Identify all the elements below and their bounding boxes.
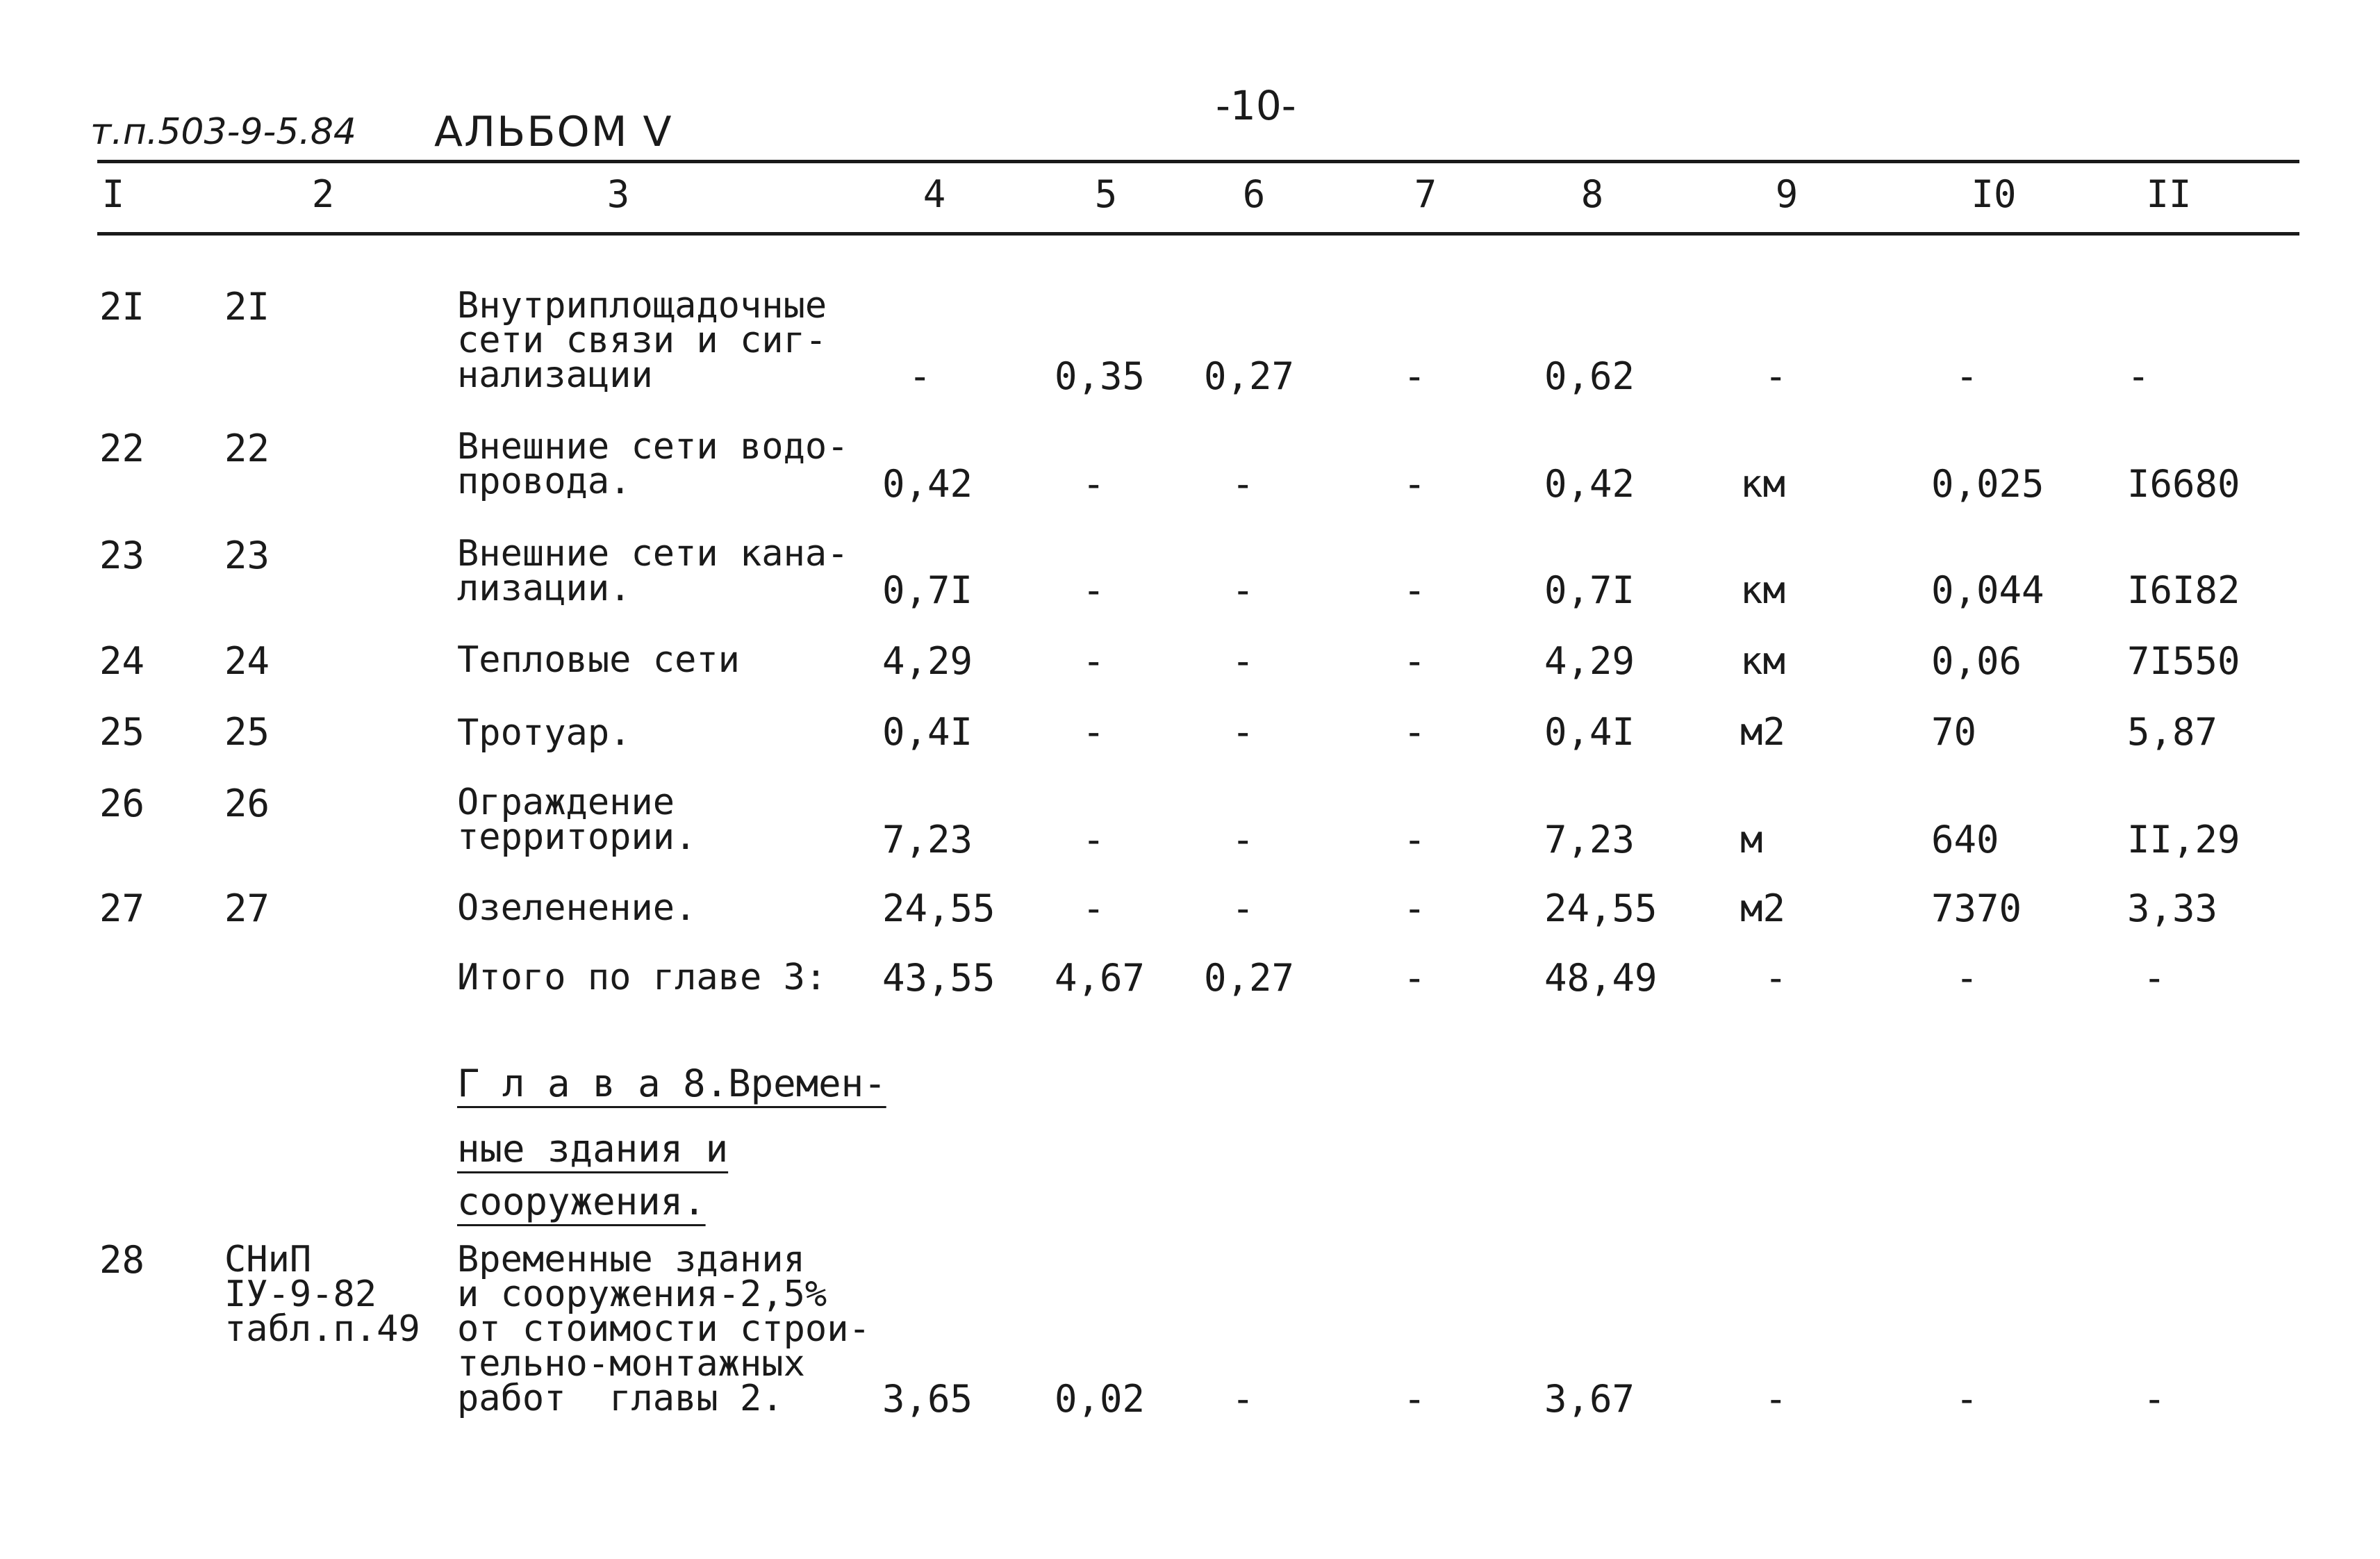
col-header-7: 7: [1414, 172, 1437, 216]
cell-col11: 3,33: [2127, 886, 2218, 930]
col-header-10: I0: [1971, 172, 2017, 216]
cell-col6: -: [1232, 462, 1255, 506]
row-ref: 2I: [224, 285, 270, 329]
cell-col7: -: [1403, 886, 1426, 930]
doc-number: т.п.503-9-5.84: [90, 111, 356, 153]
cell-col5: -: [1082, 886, 1105, 930]
total-col6: 0,27: [1204, 956, 1295, 1000]
cell-col6: -: [1232, 710, 1255, 754]
cell-col11: -: [2143, 1377, 2166, 1421]
col-header-4: 4: [923, 172, 946, 216]
cell-col10: 640: [1931, 818, 1999, 861]
cell-col5: 0,02: [1055, 1377, 1146, 1421]
cell-col5: -: [1082, 568, 1105, 612]
cell-col8: 0,62: [1544, 354, 1635, 398]
row-ref: 27: [224, 886, 270, 930]
cell-col6: -: [1232, 886, 1255, 930]
row-number: 28: [99, 1238, 145, 1282]
cell-col11: -: [2127, 354, 2150, 398]
row-number: 2I: [99, 285, 145, 329]
cell-col5: -: [1082, 639, 1105, 683]
row-number: 24: [99, 639, 145, 683]
cell-col7: -: [1403, 462, 1426, 506]
total-col9: -: [1765, 956, 1787, 1000]
cell-col8: 0,4I: [1544, 710, 1635, 754]
cell-col4: 24,55: [882, 886, 995, 930]
cell-col7: -: [1403, 354, 1426, 398]
cell-col11: 5,87: [2127, 710, 2218, 754]
row-description: Внутриплощадочные сети связи и сиг- нализации: [457, 285, 827, 396]
page-number: -10-: [1216, 82, 1296, 129]
col-header-5: 5: [1094, 172, 1118, 216]
cell-col5: -: [1082, 818, 1105, 861]
cell-col8: 7,23: [1544, 818, 1635, 861]
cell-col9: км: [1740, 568, 1786, 612]
total-col10: -: [1956, 956, 1978, 1000]
cell-col8: 0,42: [1544, 462, 1635, 506]
cell-col10: 0,044: [1931, 568, 2044, 612]
top-rule: [97, 160, 2299, 163]
row-description: Озеленение.: [457, 887, 697, 929]
cell-col11: I6I82: [2127, 568, 2240, 612]
row-number: 22: [99, 427, 145, 470]
total-col8: 48,49: [1544, 956, 1658, 1000]
cell-col4: 0,7I: [882, 568, 973, 612]
row-ref: 22: [224, 427, 270, 470]
cell-col4: 0,42: [882, 462, 973, 506]
total-col11: -: [2143, 956, 2166, 1000]
col-header-3: 3: [606, 172, 630, 216]
total-col7: -: [1403, 956, 1426, 1000]
row-description: Ограждение территории.: [457, 782, 697, 858]
row-number: 25: [99, 710, 145, 754]
col-header-2: 2: [311, 172, 335, 216]
cell-col6: -: [1232, 639, 1255, 683]
cell-col4: 0,4I: [882, 710, 973, 754]
row-description: Внешние сети кана- лизации.: [457, 533, 849, 609]
total-col4: 43,55: [882, 956, 995, 1000]
cell-col9: км: [1740, 462, 1786, 506]
row-number: 23: [99, 534, 145, 577]
row-ref: 25: [224, 710, 270, 754]
row-number: 27: [99, 886, 145, 930]
cell-col9: м: [1740, 818, 1763, 861]
album-title: АЛЬБОМ V: [434, 108, 673, 156]
cell-col10: 0,06: [1931, 639, 2022, 683]
cell-col4: -: [909, 354, 932, 398]
header-rule: [97, 232, 2299, 236]
col-header-9: 9: [1775, 172, 1799, 216]
cell-col5: -: [1082, 462, 1105, 506]
row-number: 26: [99, 782, 145, 825]
cell-col10: 70: [1931, 710, 1977, 754]
cell-col10: -: [1956, 1377, 1978, 1421]
col-header-6: 6: [1242, 172, 1266, 216]
total-label: Итого по главе 3:: [457, 957, 827, 998]
cell-col5: -: [1082, 710, 1105, 754]
col-header-11: II: [2146, 172, 2192, 216]
cell-col6: -: [1232, 818, 1255, 861]
cell-col8: 4,29: [1544, 639, 1635, 683]
col-header-8: 8: [1580, 172, 1604, 216]
cell-col6: -: [1232, 568, 1255, 612]
row-ref: 24: [224, 639, 270, 683]
cell-col7: -: [1403, 639, 1426, 683]
row-ref: СНиП IУ-9-82 табл.п.49: [224, 1239, 420, 1350]
cell-col8: 0,7I: [1544, 568, 1635, 612]
row-ref: 23: [224, 534, 270, 577]
cell-col9: -: [1765, 1377, 1787, 1421]
cell-col11: II,29: [2127, 818, 2240, 861]
cell-col4: 3,65: [882, 1377, 973, 1421]
row-ref: 26: [224, 782, 270, 825]
cell-col8: 3,67: [1544, 1377, 1635, 1421]
cell-col10: -: [1956, 354, 1978, 398]
cell-col4: 4,29: [882, 639, 973, 683]
chapter-heading-line3: сооружения.: [457, 1180, 706, 1223]
row-description: Временные здания и сооружения-2,5% от стоимости строи- тельно-монтажных работ главы 2.: [457, 1239, 870, 1419]
cell-col11: 7I550: [2127, 639, 2240, 683]
chapter-heading-line1: Г л а в а 8.Времен-: [457, 1062, 886, 1105]
cell-col6: -: [1232, 1377, 1255, 1421]
row-description: Внешние сети водо- провода.: [457, 426, 849, 502]
row-description: Тепловые сети: [457, 639, 740, 681]
cell-col5: 0,35: [1055, 354, 1146, 398]
cell-col8: 24,55: [1544, 886, 1658, 930]
cell-col10: 7370: [1931, 886, 2022, 930]
cell-col10: 0,025: [1931, 462, 2044, 506]
row-description: Тротуар.: [457, 712, 631, 754]
cell-col9: -: [1765, 354, 1787, 398]
cell-col9: км: [1740, 639, 1786, 683]
cell-col4: 7,23: [882, 818, 973, 861]
cell-col11: I6680: [2127, 462, 2240, 506]
chapter-heading-line2: ные здания и: [457, 1127, 729, 1171]
col-header-1: I: [101, 172, 125, 216]
cell-col7: -: [1403, 818, 1426, 861]
cell-col7: -: [1403, 710, 1426, 754]
cell-col6: 0,27: [1204, 354, 1295, 398]
cell-col7: -: [1403, 1377, 1426, 1421]
cell-col7: -: [1403, 568, 1426, 612]
cell-col9: м2: [1740, 710, 1786, 754]
cell-col9: м2: [1740, 886, 1786, 930]
total-col5: 4,67: [1055, 956, 1146, 1000]
